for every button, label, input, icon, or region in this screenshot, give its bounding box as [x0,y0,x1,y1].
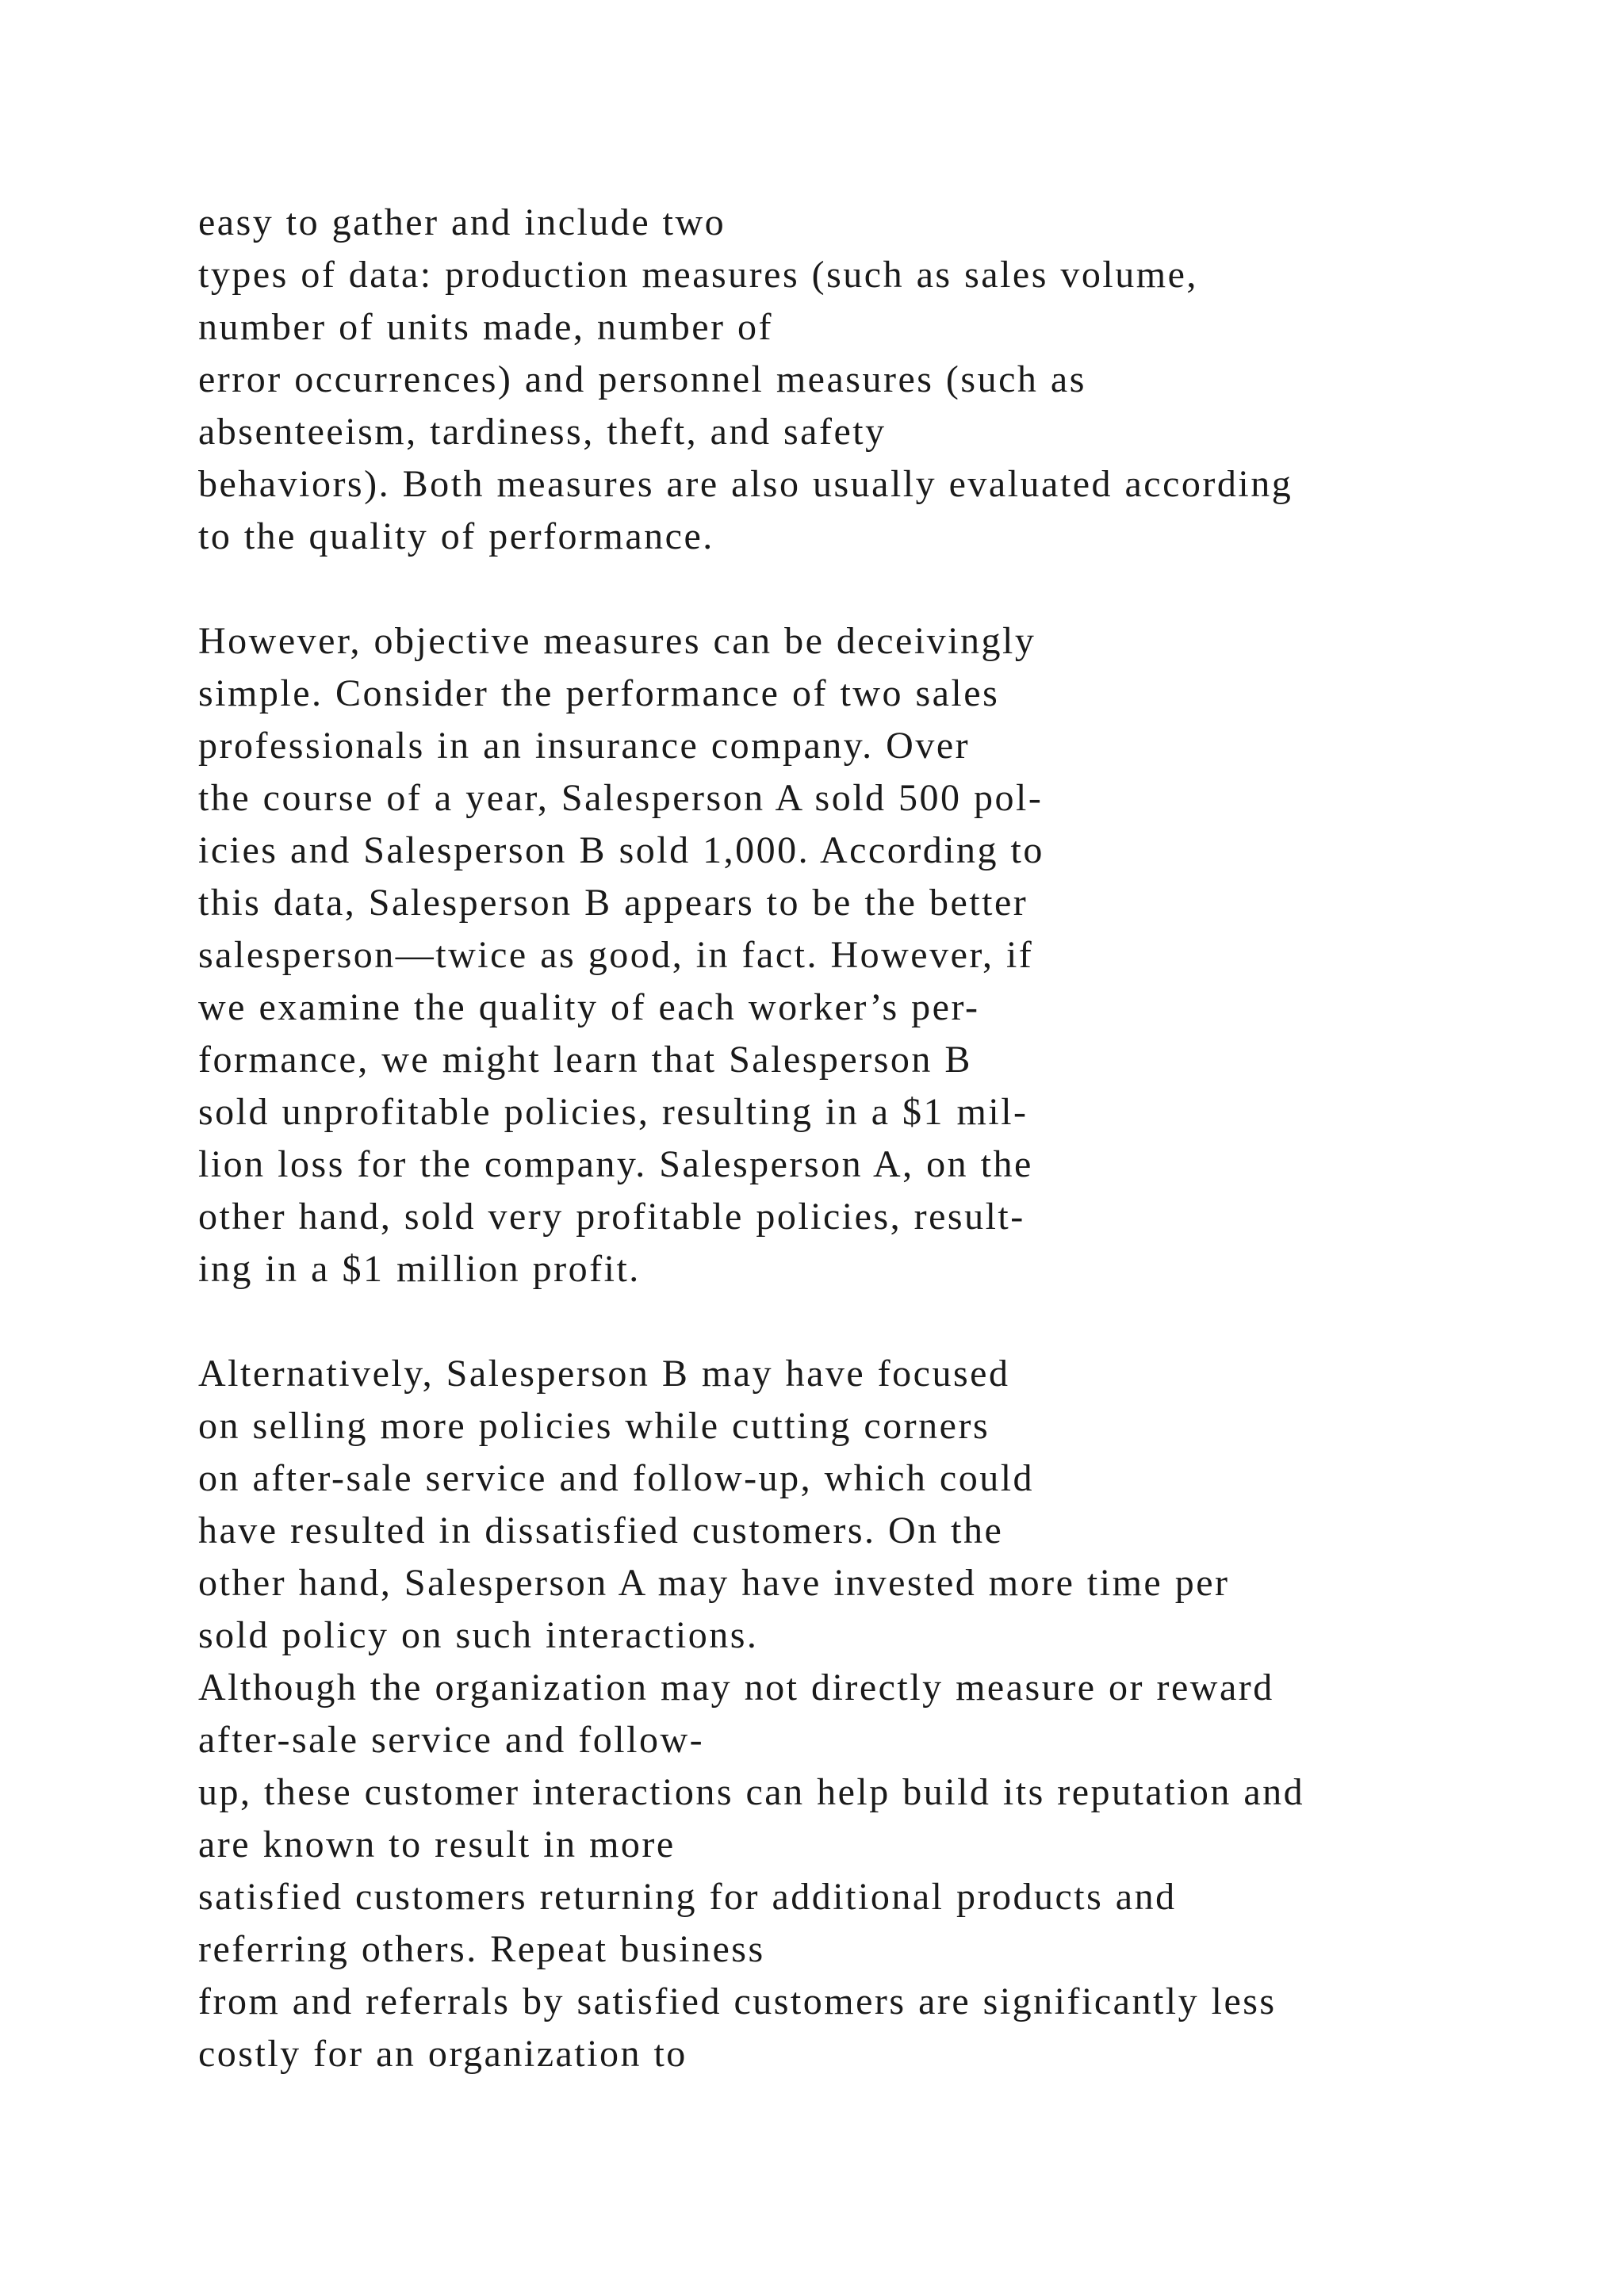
text-line: ing in a $1 million profit. [198,1248,641,1290]
text-line: have resulted in dissatisfied customers. On the [198,1510,1004,1552]
text-line: sold unprofitable policies, resulting in a $1 mil- [198,1091,1028,1133]
text-line: icies and Salesperson B sold 1,000. According to [198,829,1044,871]
text-line: to the quality of performance. [198,515,714,557]
text-line: are known to result in more [198,1823,676,1866]
document-page [198,197,1499,2080]
text-line: formance, we might learn that Salesperson B [198,1039,972,1081]
paragraph-alternative-explanation [198,1348,1499,2080]
text-line: behaviors). Both measures are also usually evaluated according [198,463,1293,505]
text-line: salesperson—twice as good, in fact. However, if [198,934,1034,976]
text-line: we examine the quality of each worker’s per- [198,986,980,1028]
text-line: costly for an organization to [198,2033,688,2075]
text-line: Alternatively, Salesperson B may have focused [198,1353,1010,1395]
text-line: referring others. Repeat business [198,1928,765,1970]
text-line: sold policy on such interactions. [198,1614,759,1656]
text-line: after-sale service and follow- [198,1719,705,1761]
text-line: easy to gather and include two [198,201,726,243]
text-line: Although the organization may not directly measure or reward [198,1667,1274,1709]
text-line: on after-sale service and follow-up, which could [198,1457,1035,1499]
text-line: on selling more policies while cutting corners [198,1405,990,1447]
text-line: absenteeism, tardiness, theft, and safety [198,411,887,453]
text-line: simple. Consider the performance of two sales [198,672,1000,714]
paragraph-measure-types [198,197,1499,563]
text-line: the course of a year, Salesperson A sold 500 pol- [198,777,1044,819]
text-line: lion loss for the company. Salesperson A, on the [198,1143,1033,1185]
text-line: other hand, sold very profitable policies, result- [198,1196,1025,1238]
paragraph-sales-example [198,615,1499,1295]
text-line: error occurrences) and personnel measures (such as [198,358,1086,400]
text-line: professionals in an insurance company. Over [198,725,971,767]
text-line: other hand, Salesperson A may have invested more time per [198,1562,1230,1604]
text-line: this data, Salesperson B appears to be the better [198,882,1028,924]
text-line: However, objective measures can be deceivingly [198,620,1036,662]
text-line: number of units made, number of [198,306,774,348]
text-line: from and referrals by satisfied customers are significantly less [198,1980,1277,2022]
text-line: satisfied customers returning for additional products and [198,1876,1177,1918]
text-line: types of data: production measures (such as sales volume, [198,254,1198,296]
text-line: up, these customer interactions can help build its reputation and [198,1771,1305,1813]
